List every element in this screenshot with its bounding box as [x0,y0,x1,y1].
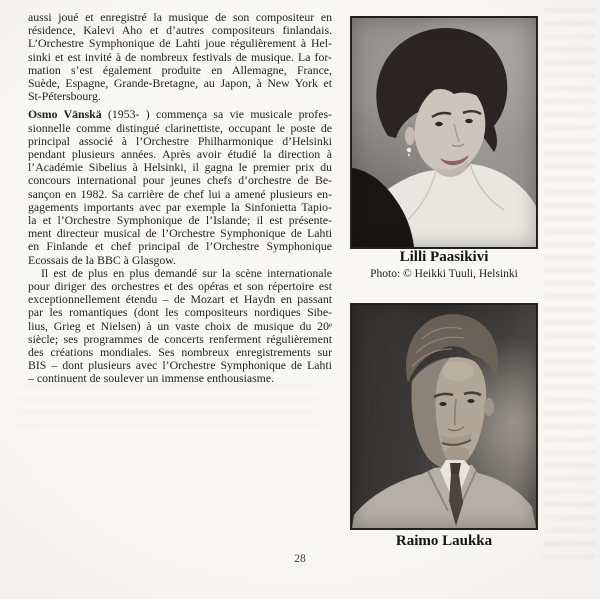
text-line: L’Orchestre Symphonique de Lahti joue régulièrement à Hel- [28,37,332,51]
text-line: exceptionnellement étendu – de Mozart et Haydn en passant [28,293,332,307]
text-line: des créations mondiales. Ses nombreux enregistrements sur [28,346,332,360]
reverse-side-bleed-through [543,8,595,564]
text-line: résidence, Kalevi Aho et d’autres compositeurs finlandais. [28,24,332,38]
text-line: – continuent de soulever un immense enthousiasme. [28,372,275,386]
text-line: BIS – dont plusieurs avec l’Orchestre Symphonique de Lahti [28,359,332,373]
text-line: gagements importants avec par exemple la Sinfonietta Tapio- [28,200,332,214]
text-line: Suède, Espagne, Grande-Bretagne, au Japon, à New York et [28,77,332,91]
text-line: Ecossais de la BBC à Glasgow. [28,253,176,267]
text-line: pendant plusieurs années. Après avoir étudié la direction à [28,148,332,162]
text-line: principal associé à l’Orchestre Philharmonique d’Helsinki [28,134,332,148]
text-line: concours international pour jeunes chefs d’orchestre de Be- [28,174,332,188]
text-line: St-Pétersbourg. [28,90,101,104]
text-line: sionnelle comme distingué clarinettiste, occupant le poste de [28,121,332,135]
photo-credit-top: Photo: © Heikki Tuuli, Helsinki [370,268,518,280]
text-line: sinki et est invité à de nombreux festivals de musique. La for- [28,50,332,64]
text-line: mation s’est également produite en Allemagne, France, [28,63,332,77]
text-line: lius, Grieg et Nielsen) à un vaste choix de musique du 20ᵉ [28,319,332,333]
photo-caption-bottom: Raimo Laukka [395,533,493,549]
text-line: sançon en 1982. Sa carrière de chef lui a amené plusieurs en- [28,187,332,201]
text-line: l’Académie Sibelius à Helsinki, il gagna le premier prix du [28,161,332,175]
text-line: Il est de plus en plus demandé sur la scène internationale [41,266,332,280]
photo-caption-top: Lilli Paasikivi [399,249,489,265]
paragraph-vanska-bio [28,108,332,266]
reverse-side-bleed-through [18,384,318,428]
text-line: en Finlande et chef principal de l’Orchestre Symphonique [28,240,332,254]
photo-vignette [352,305,536,528]
text-line: siècle; ses programmes de concerts renferment régulièrement [28,332,332,346]
text-line [28,108,332,121]
page-number: 28 [294,553,306,565]
text-line: ment directeur musical de l’Orchestre Symphonique de Lahti [28,227,332,241]
article-text-column [28,11,332,386]
lead-line-rest: (1953- ) commença sa vie musicale profes- [101,108,332,122]
text-line: par les romantiques (dont les compositeurs nordiques Sibe- [28,306,332,320]
paragraph-orchestra [28,11,332,103]
paragraph-vanska-bio-lines [28,122,332,267]
text-line: pour diriger des orchestres et des opéras et son répertoire est [28,280,332,294]
photo-vignette [352,18,536,247]
portrait-photo-raimo-laukka [350,303,538,530]
person-name-bold: Osmo Vänskä [28,108,102,122]
paragraph-repertoire [28,267,332,386]
text-line: la et l’Orchestre Symphonique de l’Islande; il est présente- [28,214,332,228]
text-line: aussi joué et enregistré la musique de son compositeur en [28,11,332,24]
portrait-photo-lilli-paasikivi [350,16,538,249]
